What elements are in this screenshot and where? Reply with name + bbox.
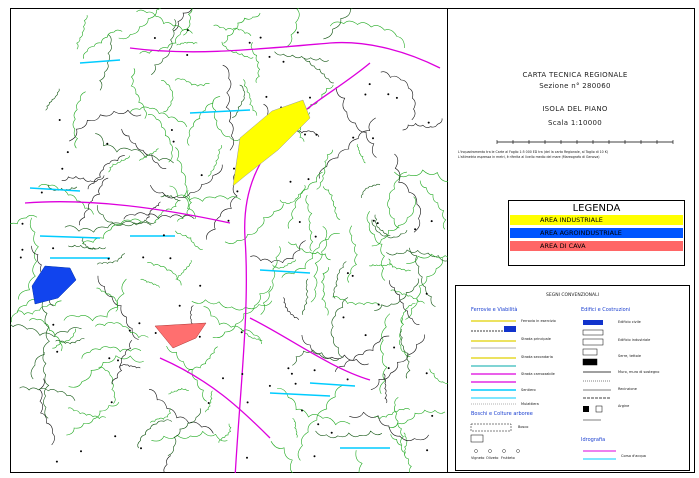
elevation-point <box>316 134 318 136</box>
elevation-point <box>414 228 416 230</box>
elevation-point <box>304 134 306 136</box>
elevation-point <box>171 129 173 131</box>
elevation-point <box>179 305 181 307</box>
elevation-point <box>314 369 316 371</box>
elevation-point <box>365 334 367 336</box>
elevation-point <box>169 257 171 259</box>
elevation-point <box>222 377 224 379</box>
elevation-point <box>199 336 201 338</box>
map-title: CARTA TECNICA REGIONALE <box>522 71 628 79</box>
sign-item-right-5: Recinzione <box>618 387 637 391</box>
elevation-point <box>246 457 248 459</box>
map-note <box>458 150 688 159</box>
section-hydrography: Idrografia <box>581 437 606 443</box>
sign-item-left-5: Sentiero <box>521 388 536 392</box>
place-name: ISOLA DEL PIANO <box>542 105 608 113</box>
sign-item-wood-4: Frutteto <box>501 456 515 460</box>
elevation-point <box>426 293 428 295</box>
elevation-point <box>117 359 119 361</box>
elevation-point <box>314 455 316 457</box>
elevation-point <box>352 137 354 139</box>
elevation-point <box>114 435 116 437</box>
elevation-point <box>111 401 113 403</box>
title-block <box>455 70 695 129</box>
elevation-point <box>208 402 210 404</box>
elevation-point <box>387 93 389 95</box>
elevation-point <box>378 304 380 306</box>
sign-item-left-6: Mulattiera <box>521 402 539 406</box>
note-line-1: L'inquadramento tra le Carte al Foglio 1:5 000 ED tra (del la carta Regionale, al Taglio di 10 K) <box>458 150 609 154</box>
elevation-point <box>187 29 189 31</box>
note-line-2: L'altimetria espressa in metri, è riferita al livello medio del mare (Mareografo di Genova) <box>458 154 600 159</box>
elevation-point <box>108 357 110 359</box>
elevation-point <box>173 141 175 143</box>
sign-item-left-4: Strada carrozzabile <box>521 372 555 376</box>
elevation-point <box>233 168 235 170</box>
elevation-point <box>317 423 319 425</box>
elevation-point <box>108 258 110 260</box>
elevation-point <box>269 385 271 387</box>
elevation-point <box>56 351 58 353</box>
elevation-point <box>299 221 301 223</box>
scale-bar <box>495 139 675 145</box>
elevation-point <box>426 372 428 374</box>
elevation-point <box>372 137 374 139</box>
sign-item-hydro-1: Corso d'acqua <box>621 454 646 458</box>
elevation-point <box>373 220 375 222</box>
sign-item-right-3: Serre, tettoie <box>618 354 642 358</box>
elevation-point <box>247 401 249 403</box>
sign-item-wood-2: Vigneto <box>471 456 485 460</box>
elevation-point <box>21 249 23 251</box>
section-rail-roads: Ferrovie e Viabilità <box>471 307 518 313</box>
sign-item-left-3: Strada secondaria <box>521 355 553 359</box>
elevation-point <box>297 32 299 34</box>
elevation-point <box>241 331 243 333</box>
conventional-signs-panel <box>455 285 690 471</box>
elevation-point <box>106 143 108 145</box>
elevation-point <box>396 97 398 99</box>
section-woods: Boschi e Colture arboree <box>471 411 533 417</box>
topographic-map[interactable] <box>10 8 448 473</box>
sign-item-wood-1: Bosco <box>518 425 529 429</box>
elevation-point <box>369 83 371 85</box>
map-section: Sezione n° 280060 <box>539 82 611 90</box>
elevation-point <box>352 275 354 277</box>
map-scale: Scala 1:10000 <box>547 119 603 127</box>
elevation-point <box>308 178 310 180</box>
elevation-point <box>287 367 289 369</box>
elevation-point <box>431 220 433 222</box>
elevation-point <box>295 383 297 385</box>
elevation-point <box>301 410 303 412</box>
elevation-point <box>155 332 157 334</box>
elevation-point <box>249 42 251 44</box>
elevation-point <box>61 168 63 170</box>
elevation-point <box>163 234 165 236</box>
elevation-point <box>140 447 142 449</box>
elevation-point <box>343 316 345 318</box>
elevation-point <box>364 94 366 96</box>
elevation-point <box>331 432 333 434</box>
elevation-point <box>22 223 24 225</box>
elevation-point <box>241 373 243 375</box>
elevation-point <box>291 373 293 375</box>
elevation-point <box>236 190 238 192</box>
sign-item-left-1: Ferrovia in esercizio <box>521 319 556 323</box>
sign-item-right-6: Argine <box>618 404 630 408</box>
elevation-point <box>347 272 349 274</box>
elevation-point <box>265 96 267 98</box>
legend-item-quarry: AREA DI CAVA <box>510 241 683 251</box>
elevation-point <box>283 61 285 63</box>
elevation-point <box>260 37 262 39</box>
sign-item-right-4: Muro, muro di sostegno <box>618 370 660 374</box>
elevation-point <box>52 247 54 249</box>
elevation-point <box>59 119 61 121</box>
elevation-point <box>269 56 271 58</box>
legend-item-industrial: AREA INDUSTRIALE <box>510 215 683 225</box>
elevation-point <box>20 257 22 259</box>
elevation-point <box>186 54 188 56</box>
legend-title: LEGENDA <box>572 203 621 214</box>
elevation-point <box>315 236 317 238</box>
sign-item-right-1: Edificio civile <box>618 320 641 324</box>
elevation-point <box>393 347 395 349</box>
elevation-point <box>129 330 131 332</box>
elevation-point <box>347 378 349 380</box>
elevation-point <box>52 324 54 326</box>
elevation-point <box>290 181 292 183</box>
elevation-point <box>309 97 311 99</box>
conventional-signs-symbols <box>456 286 689 470</box>
sign-item-left-2: Strada principale <box>521 337 551 341</box>
sign-item-right-2: Edificio industriale <box>618 338 651 342</box>
elevation-point <box>199 285 201 287</box>
elevation-point <box>388 367 390 369</box>
legend-box <box>508 200 685 266</box>
elevation-point <box>428 122 430 124</box>
elevation-point <box>41 192 43 194</box>
elevation-point <box>138 322 140 324</box>
sign-item-wood-3: Oliveto <box>486 456 499 460</box>
elevation-point <box>228 220 230 222</box>
elevation-point <box>80 450 82 452</box>
elevation-point <box>431 415 433 417</box>
legend-item-agroindustrial: AREA AGROINDUSTRIALE <box>510 228 683 238</box>
conventional-signs-title: SEGNI CONVENZIONALI <box>546 293 599 298</box>
elevation-point <box>154 37 156 39</box>
elevation-point <box>377 222 379 224</box>
section-buildings: Edifici e Costruzioni <box>581 307 631 313</box>
elevation-point <box>67 151 69 153</box>
elevation-point <box>201 174 203 176</box>
elevation-point <box>142 256 144 258</box>
elevation-point <box>426 449 428 451</box>
elevation-point <box>56 461 58 463</box>
